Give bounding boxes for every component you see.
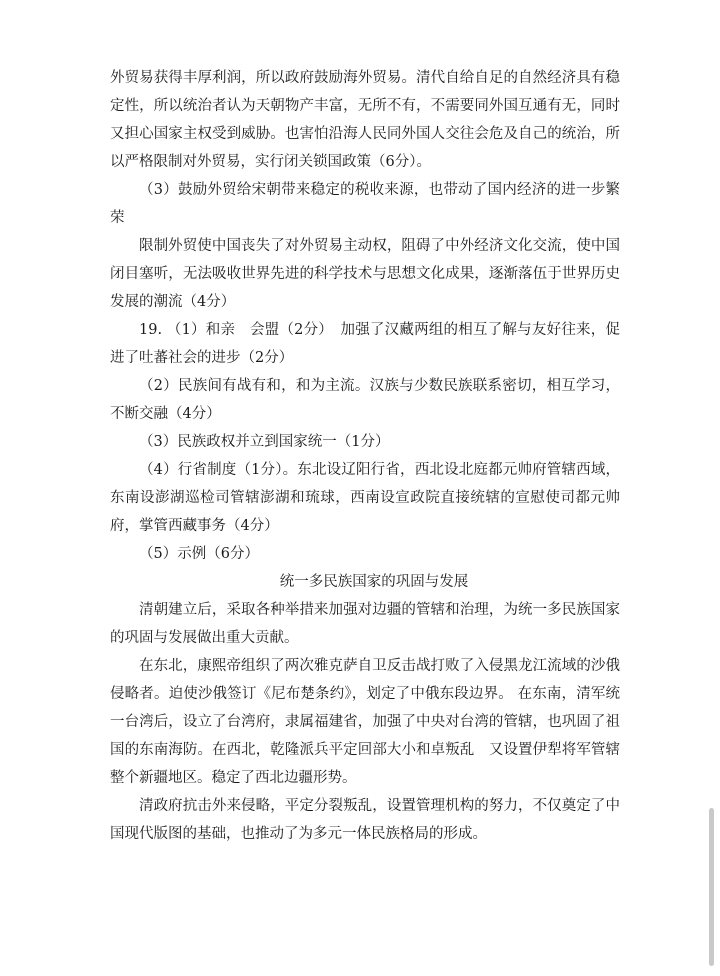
essay-paragraph: 在东北，康熙帝组织了两次雅克萨自卫反击战打败了入侵黑龙江流域的沙俄侵略者。迫使沙俄签订《尼布楚条约》，划定了中俄东段边界。 在东南，清军统一台湾后，设立了台湾府，隶属福建省，加强了中央对台湾的管辖，也巩固了祖国的东南海防。在西北，乾隆派兵平定回部大小和卓叛乱 又设置伊犁将军管辖整个新疆地区。稳定了西北边疆形势。 (110, 658, 620, 786)
paragraph-q19-3: （3）民族政权并立到国家统一（1分） (139, 434, 390, 450)
document-body (110, 64, 620, 848)
paragraph-answer-3: （3）鼓励外贸给宋朝带来稳定的税收来源，也带动了国内经济的进一步繁荣 (110, 182, 620, 226)
paragraph-q19-5: （5）示例（6分） (139, 546, 259, 562)
essay-paragraph: 清朝建立后，采取各种举措来加强对边疆的管辖和治理，为统一多民族国家的巩固与发展做出重大贡献。 (110, 602, 620, 646)
paragraph-q19-1: 19. （1）和亲 会盟（2分） 加强了汉藏两组的相互了解与友好往来，促进了吐蕃社会的进步（2分） (110, 322, 620, 366)
paragraph-trade-policy: 外贸易获得丰厚利润，所以政府鼓励海外贸易。清代自给自足的自然经济具有稳定性，所以统治者认为天朝物产丰富，无所不有，不需要同外国互通有无，同时又担心国家主权受到威胁。也害怕沿海人民同外国人交往会危及自己的统治，所以严格限制对外贸易，实行闭关锁国政策（6分）。 (110, 70, 620, 170)
paragraph-trade-impact: 限制外贸使中国丧失了对外贸易主动权，阻碍了中外经济文化交流，使中国闭目塞听，无法吸收世界先进的科学技术与思想文化成果，逐渐落伍于世界历史发展的潮流（4分） (110, 238, 620, 310)
essay-paragraph: 清政府抗击外来侵略，平定分裂叛乱，设置管理机构的努力，不仅奠定了中国现代版图的基础，也推动了为多元一体民族格局的形成。 (110, 798, 620, 842)
paragraph-q19-4: （4）行省制度（1分）。东北设辽阳行省，西北设北庭都元帅府管辖西域，东南设澎湖巡检司管辖澎湖和琉球，西南设宣政院直接统辖的宣慰使司都元帅府，掌管西藏事务（4分） (110, 462, 620, 534)
paragraph-q19-2: （2）民族间有战有和，和为主流。汉族与少数民族联系密切，相互学习，不断交融（4分） (110, 378, 620, 422)
essay-title: 统一多民族国家的巩固与发展 (279, 574, 469, 590)
vertical-scrollbar[interactable] (709, 808, 714, 966)
